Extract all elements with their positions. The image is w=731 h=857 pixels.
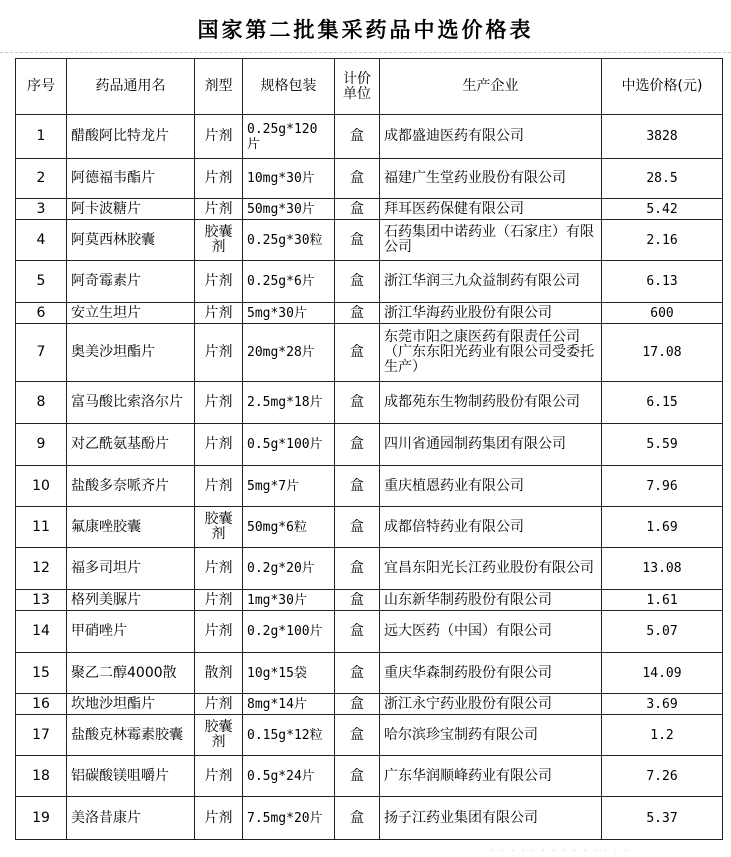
cell-price: 7.96 [602, 466, 723, 507]
cell-dosage-form: 片剂 [195, 797, 243, 840]
cell-drug-name: 阿德福韦酯片 [67, 159, 195, 199]
cell-spec: 0.25g*6片 [243, 261, 335, 303]
cell-manufacturer: 重庆植恩药业有限公司 [380, 466, 602, 507]
cell-drug-name: 甲硝唑片 [67, 611, 195, 653]
cell-unit: 盒 [335, 115, 380, 159]
cell-unit: 盒 [335, 159, 380, 199]
cell-dosage-form: 片剂 [195, 466, 243, 507]
table-row [16, 756, 723, 797]
cell-manufacturer: 扬子江药业集团有限公司 [380, 797, 602, 840]
cell-price: 13.08 [602, 548, 723, 590]
cell-no: 1 [16, 115, 67, 159]
cell-drug-name: 阿奇霉素片 [67, 261, 195, 303]
cell-price: 6.13 [602, 261, 723, 303]
header-unit: 计价单位 [335, 59, 380, 115]
cell-spec: 0.5g*24片 [243, 756, 335, 797]
cell-spec: 8mg*14片 [243, 694, 335, 715]
header-maker: 生产企业 [380, 59, 602, 115]
cell-manufacturer: 宜昌东阳光长江药业股份有限公司 [380, 548, 602, 590]
cell-unit: 盒 [335, 382, 380, 424]
cell-dosage-form: 片剂 [195, 424, 243, 466]
cell-manufacturer: 成都苑东生物制药股份有限公司 [380, 382, 602, 424]
cell-manufacturer: 浙江永宁药业股份有限公司 [380, 694, 602, 715]
header-form: 剂型 [195, 59, 243, 115]
cell-no: 8 [16, 382, 67, 424]
header-price: 中选价格(元) [602, 59, 723, 115]
cell-no: 12 [16, 548, 67, 590]
cell-price: 5.42 [602, 199, 723, 220]
cell-drug-name: 富马酸比索洛尔片 [67, 382, 195, 424]
cell-price: 1.2 [602, 715, 723, 756]
cell-price: 2.16 [602, 220, 723, 261]
cell-no: 14 [16, 611, 67, 653]
table-row [16, 653, 723, 694]
cell-drug-name: 聚乙二醇4000散 [67, 653, 195, 694]
cell-drug-name: 奥美沙坦酯片 [67, 324, 195, 382]
cell-price: 1.69 [602, 507, 723, 548]
cell-dosage-form: 片剂 [195, 611, 243, 653]
cell-spec: 5mg*7片 [243, 466, 335, 507]
cell-dosage-form: 片剂 [195, 159, 243, 199]
cell-no: 2 [16, 159, 67, 199]
cell-dosage-form: 胶囊剂 [195, 507, 243, 548]
cell-spec: 5mg*30片 [243, 303, 335, 324]
cell-price: 7.26 [602, 756, 723, 797]
cell-drug-name: 对乙酰氨基酚片 [67, 424, 195, 466]
cell-price: 17.08 [602, 324, 723, 382]
cell-spec: 0.2g*100片 [243, 611, 335, 653]
cell-spec: 0.2g*20片 [243, 548, 335, 590]
cell-dosage-form: 片剂 [195, 303, 243, 324]
cell-manufacturer: 哈尔滨珍宝制药有限公司 [380, 715, 602, 756]
cell-drug-name: 盐酸多奈哌齐片 [67, 466, 195, 507]
cell-unit: 盒 [335, 715, 380, 756]
table-row [16, 115, 723, 159]
table-row [16, 303, 723, 324]
table-row [16, 220, 723, 261]
table-row [16, 199, 723, 220]
cell-price: 600 [602, 303, 723, 324]
cell-unit: 盒 [335, 548, 380, 590]
table-row [16, 466, 723, 507]
cell-unit: 盒 [335, 507, 380, 548]
cell-unit: 盒 [335, 590, 380, 611]
cell-unit: 盒 [335, 261, 380, 303]
cell-no: 18 [16, 756, 67, 797]
cell-drug-name: 美洛昔康片 [67, 797, 195, 840]
cell-dosage-form: 片剂 [195, 756, 243, 797]
table-row [16, 324, 723, 382]
cell-no: 15 [16, 653, 67, 694]
cell-unit: 盒 [335, 199, 380, 220]
table-row [16, 382, 723, 424]
cell-dosage-form: 片剂 [195, 199, 243, 220]
cell-no: 9 [16, 424, 67, 466]
cell-no: 13 [16, 590, 67, 611]
cell-price: 1.61 [602, 590, 723, 611]
cell-drug-name: 格列美脲片 [67, 590, 195, 611]
cell-no: 17 [16, 715, 67, 756]
cell-drug-name: 阿卡波糖片 [67, 199, 195, 220]
cell-dosage-form: 片剂 [195, 324, 243, 382]
cell-price: 14.09 [602, 653, 723, 694]
cell-spec: 10mg*30片 [243, 159, 335, 199]
cell-manufacturer: 石药集团中诺药业（石家庄）有限公司 [380, 220, 602, 261]
cell-manufacturer: 拜耳医药保健有限公司 [380, 199, 602, 220]
cell-no: 4 [16, 220, 67, 261]
table-row [16, 694, 723, 715]
cell-price: 5.07 [602, 611, 723, 653]
cell-price: 6.15 [602, 382, 723, 424]
cell-dosage-form: 片剂 [195, 694, 243, 715]
cell-price: 5.37 [602, 797, 723, 840]
cell-drug-name: 氟康唑胶囊 [67, 507, 195, 548]
cell-dosage-form: 片剂 [195, 590, 243, 611]
table-row [16, 548, 723, 590]
cell-spec: 50mg*6粒 [243, 507, 335, 548]
cell-spec: 0.25g*120片 [243, 115, 335, 159]
cell-spec: 10g*15袋 [243, 653, 335, 694]
cell-spec: 1mg*30片 [243, 590, 335, 611]
cell-drug-name: 阿莫西林胶囊 [67, 220, 195, 261]
cell-unit: 盒 [335, 424, 380, 466]
table-row [16, 261, 723, 303]
cell-manufacturer: 广东华润顺峰药业有限公司 [380, 756, 602, 797]
table-row [16, 611, 723, 653]
page-title: 国家第二批集采药品中选价格表 [197, 17, 534, 42]
cell-manufacturer: 山东新华制药股份有限公司 [380, 590, 602, 611]
cell-manufacturer: 福建广生堂药业股份有限公司 [380, 159, 602, 199]
table-row [16, 507, 723, 548]
cell-spec: 0.15g*12粒 [243, 715, 335, 756]
cell-price: 3.69 [602, 694, 723, 715]
cell-dosage-form: 胶囊剂 [195, 715, 243, 756]
cell-unit: 盒 [335, 324, 380, 382]
cell-price: 28.5 [602, 159, 723, 199]
cell-dosage-form: 片剂 [195, 115, 243, 159]
cell-unit: 盒 [335, 220, 380, 261]
cell-manufacturer: 成都倍特药业有限公司 [380, 507, 602, 548]
cell-manufacturer: 浙江华海药业股份有限公司 [380, 303, 602, 324]
cell-no: 16 [16, 694, 67, 715]
cell-no: 5 [16, 261, 67, 303]
cell-unit: 盒 [335, 466, 380, 507]
cell-spec: 20mg*28片 [243, 324, 335, 382]
cell-no: 7 [16, 324, 67, 382]
cell-manufacturer: 四川省通园制药集团有限公司 [380, 424, 602, 466]
cell-no: 3 [16, 199, 67, 220]
cell-dosage-form: 片剂 [195, 548, 243, 590]
cell-drug-name: 铝碳酸镁咀嚼片 [67, 756, 195, 797]
cell-no: 10 [16, 466, 67, 507]
cell-unit: 盒 [335, 611, 380, 653]
cell-spec: 7.5mg*20片 [243, 797, 335, 840]
cell-spec: 50mg*30片 [243, 199, 335, 220]
cell-drug-name: 醋酸阿比特龙片 [67, 115, 195, 159]
cell-manufacturer: 远大医药（中国）有限公司 [380, 611, 602, 653]
cell-price: 5.59 [602, 424, 723, 466]
cell-unit: 盒 [335, 694, 380, 715]
cell-drug-name: 福多司坦片 [67, 548, 195, 590]
table-row [16, 797, 723, 840]
cell-unit: 盒 [335, 303, 380, 324]
price-table [15, 58, 723, 840]
table-row [16, 590, 723, 611]
header-name: 药品通用名 [67, 59, 195, 115]
cell-manufacturer: 重庆华森制药股份有限公司 [380, 653, 602, 694]
header-spec: 规格包装 [243, 59, 335, 115]
cell-no: 6 [16, 303, 67, 324]
cell-dosage-form: 散剂 [195, 653, 243, 694]
cell-drug-name: 坎地沙坦酯片 [67, 694, 195, 715]
header-row [16, 59, 723, 115]
cell-manufacturer: 成都盛迪医药有限公司 [380, 115, 602, 159]
watermark: · · · · · · · · · · · · · · [490, 846, 630, 857]
cell-no: 11 [16, 507, 67, 548]
cell-drug-name: 盐酸克林霉素胶囊 [67, 715, 195, 756]
cell-no: 19 [16, 797, 67, 840]
header-no: 序号 [16, 59, 67, 115]
title-divider [0, 52, 731, 53]
cell-spec: 0.25g*30粒 [243, 220, 335, 261]
cell-unit: 盒 [335, 756, 380, 797]
cell-unit: 盒 [335, 653, 380, 694]
cell-manufacturer: 东莞市阳之康医药有限责任公司（广东东阳光药业有限公司受委托生产） [380, 324, 602, 382]
cell-manufacturer: 浙江华润三九众益制药有限公司 [380, 261, 602, 303]
cell-spec: 2.5mg*18片 [243, 382, 335, 424]
cell-price: 3828 [602, 115, 723, 159]
cell-unit: 盒 [335, 797, 380, 840]
cell-dosage-form: 片剂 [195, 382, 243, 424]
table-row [16, 159, 723, 199]
table-row [16, 424, 723, 466]
cell-dosage-form: 片剂 [195, 261, 243, 303]
cell-drug-name: 安立生坦片 [67, 303, 195, 324]
cell-dosage-form: 胶囊剂 [195, 220, 243, 261]
cell-spec: 0.5g*100片 [243, 424, 335, 466]
table-row [16, 715, 723, 756]
